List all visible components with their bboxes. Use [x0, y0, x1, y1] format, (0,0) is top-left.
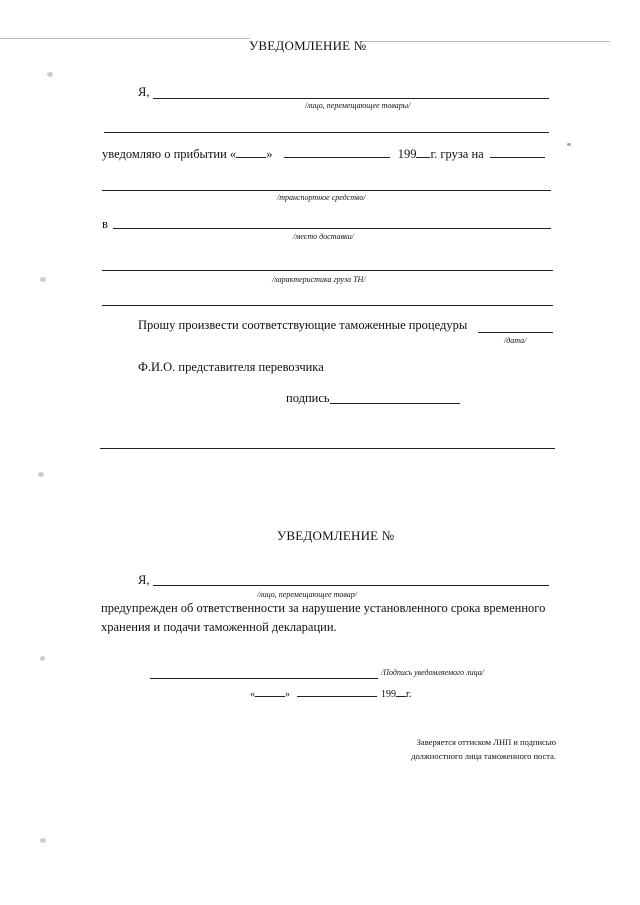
notice1-bottom-rule	[100, 448, 555, 449]
scan-speck	[47, 72, 53, 77]
notice2-warning-line2: хранения и подачи таможенной декларации.	[101, 620, 337, 634]
scan-speck	[40, 838, 46, 843]
notice1-signature-line[interactable]	[330, 403, 460, 404]
notice2-date-close: »	[285, 689, 290, 700]
scan-line	[360, 41, 610, 42]
notice1-i-label: Я,	[138, 85, 150, 99]
notice2-year-field[interactable]	[396, 687, 406, 697]
notice2-signature-line[interactable]	[150, 678, 378, 679]
notice1-vehicle-line[interactable]	[102, 190, 551, 191]
notice1-cargo-caption: /характеристика груза ТН/	[272, 275, 366, 284]
notice2-year-suffix: г.	[406, 689, 412, 700]
notice1-day-field[interactable]	[236, 146, 266, 158]
notice1-carrier-label: Ф.И.О. представителя перевозчика	[138, 360, 324, 374]
notice1-arrival-prefix: уведомляю о прибытии «	[102, 147, 237, 161]
scan-speck	[38, 472, 44, 477]
notice2-date-row	[250, 687, 411, 700]
notice2-date-open: «	[250, 689, 255, 700]
scan-speck	[567, 143, 571, 146]
notice1-delivery-line[interactable]	[113, 228, 551, 229]
notice1-delivery-caption: /место доставки/	[293, 232, 355, 241]
notice1-person-caption: /лицо, перемещающее товары/	[305, 101, 411, 110]
notice1-signature-label: подпись	[286, 391, 330, 405]
notice2-year-prefix: 199	[381, 689, 396, 700]
scan-line	[0, 38, 250, 39]
notice2-certify-line2: должностного лица таможенного поста.	[411, 751, 556, 761]
notice1-vehicle-caption: /транспортное средство/	[277, 193, 366, 202]
notice1-month-field[interactable]	[284, 146, 390, 158]
notice1-vehicle-field[interactable]	[490, 146, 545, 158]
notice2-person-caption: /лицо, перемещающее товар/	[257, 590, 358, 599]
notice2-month-field[interactable]	[297, 687, 377, 697]
notice1-cargo-line[interactable]	[102, 270, 553, 271]
notice1-request-text: Прошу произвести соответствующие таможенные процедуры	[138, 318, 468, 332]
notice1-year-suffix: г. груза на	[430, 147, 484, 161]
notice2-person-line[interactable]	[153, 585, 549, 586]
notice1-year-field[interactable]	[416, 146, 430, 158]
notice2-day-field[interactable]	[255, 687, 285, 697]
notice2-signature-caption: /Подпись уведомляемого лица/	[381, 668, 484, 677]
notice1-date-caption: /дата/	[504, 336, 527, 345]
notice2-certify-line1: Заверяется оттиском ЛНП и подписью	[416, 737, 556, 747]
notice2-certify-block	[411, 735, 556, 763]
scan-speck	[40, 277, 46, 282]
notice2-warning-line1: предупрежден об ответственности за нарушение установленного срока временного	[101, 601, 546, 615]
notice1-title: УВЕДОМЛЕНИЕ №	[249, 38, 367, 53]
notice1-arrival-row	[102, 146, 545, 162]
notice1-arrival-quote-close: »	[266, 147, 273, 161]
notice2-title: УВЕДОМЛЕНИЕ №	[277, 528, 395, 543]
notice2-i-label: Я,	[138, 573, 150, 587]
notice1-in-label: в	[102, 217, 108, 231]
notice1-date-line[interactable]	[478, 332, 553, 333]
notice1-cargo-line-2[interactable]	[102, 305, 553, 306]
scan-speck	[40, 656, 45, 661]
notice1-person-line-2[interactable]	[104, 132, 549, 133]
notice1-person-line[interactable]	[153, 98, 549, 99]
notice1-year-prefix: 199	[397, 147, 417, 161]
